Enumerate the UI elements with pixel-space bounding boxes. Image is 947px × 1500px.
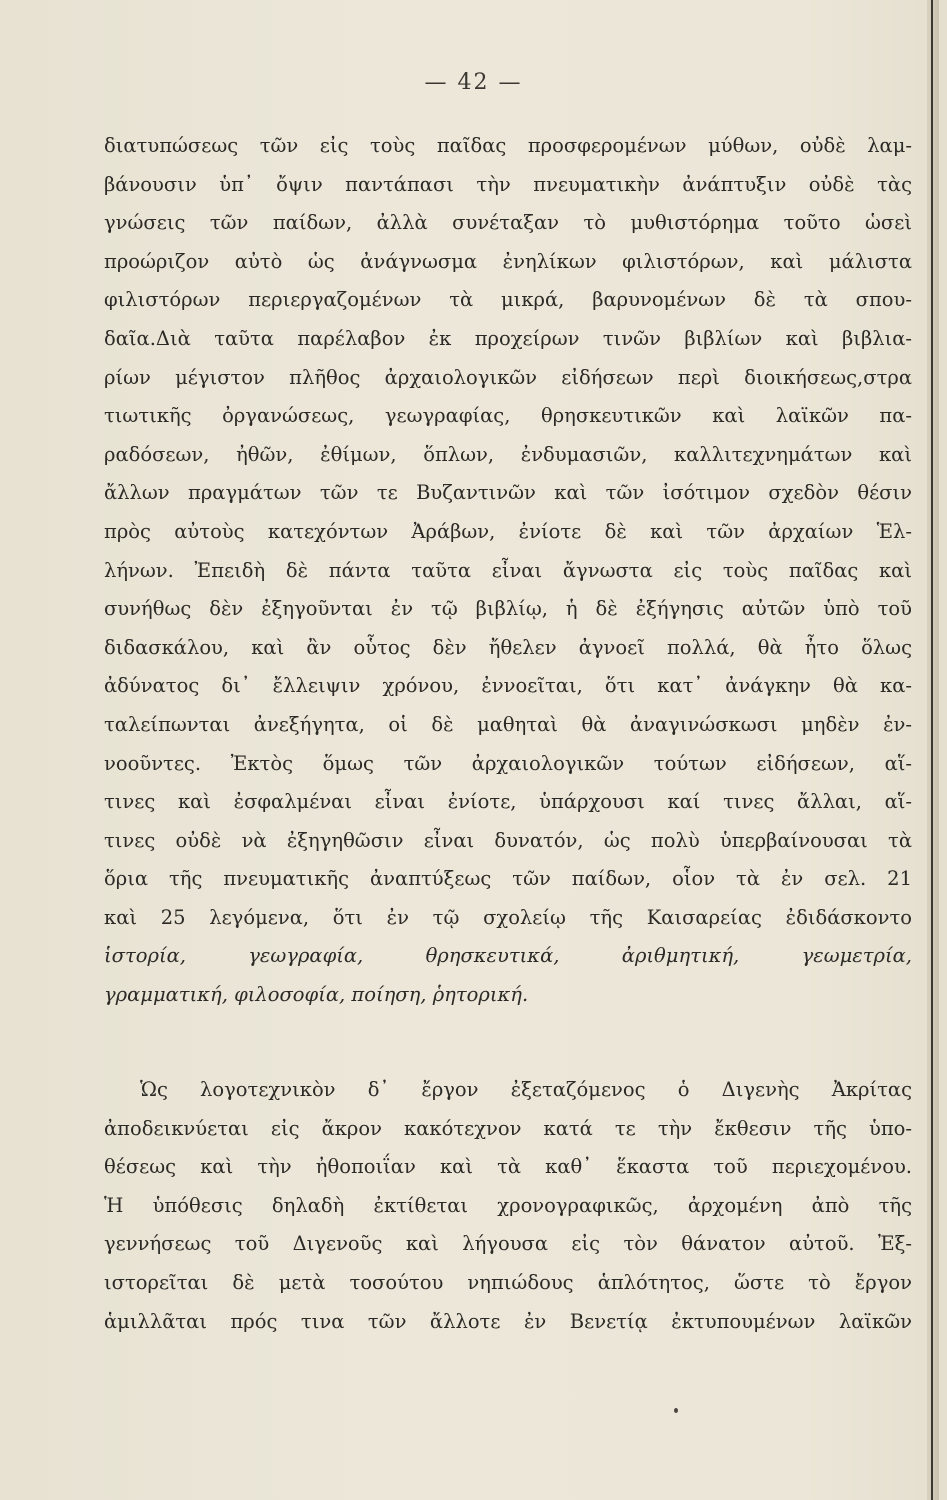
text-line: Ὡς λογοτεχνικὸν δ᾿ ἔργον ἐξεταζόμενος ὁ Διγενὴς Ἀκρίτας bbox=[140, 1078, 912, 1101]
ink-speck bbox=[674, 1408, 678, 1413]
page-edge-shadow bbox=[927, 0, 939, 1500]
page-number: — 42 — bbox=[424, 70, 523, 95]
italic-subject-line: γραμματική, φιλοσοφία, ποίηση, ῥητορική. bbox=[104, 983, 529, 1007]
paragraph-1 bbox=[104, 127, 912, 1015]
text-line: ἀδύνατος δι᾿ ἔλλειψιν χρόνου, ἐννοεῖται, ὅτι κατ᾿ ἀνάγκην θὰ κα- bbox=[104, 674, 912, 698]
text-line: βάνουσιν ὑπ᾿ ὄψιν παντάπασι τὴν πνευματικὴν ἀνάπτυξιν οὐδὲ τὰς bbox=[104, 172, 912, 196]
text-line: ὅρια τῆς πνευματικῆς ἀναπτύξεως τῶν παίδων, οἷον τὰ ἐν σελ. 21 bbox=[104, 867, 912, 891]
text-line: γεννήσεως τοῦ Διγενοῦς καὶ λήγουσα εἰς τὸν θάνατον αὐτοῦ. Ἐξ- bbox=[104, 1232, 912, 1256]
text-line: ἀποδεικνύεται εἰς ἄκρον κακότεχνον κατά τε τὴν ἔκθεσιν τῆς ὑπο- bbox=[104, 1116, 912, 1140]
text-line: ἄλλων πραγμάτων τῶν τε Βυζαντινῶν καὶ τῶν ἰσότιμον σχεδὸν θέσιν bbox=[104, 481, 912, 505]
text-line: ραδόσεων, ἠθῶν, ἐθίμων, ὅπλων, ἐνδυμασιῶν, καλλιτεχνημάτων καὶ bbox=[104, 442, 912, 466]
text-line: ταλείπωνται ἀνεξήγητα, οἱ δὲ μαθηταὶ θὰ ἀναγινώσκωσι μηδὲν ἐν- bbox=[104, 712, 912, 736]
text-line: δαῖα.Διὰ ταῦτα παρέλαβον ἐκ προχείρων τινῶν βιβλίων καὶ βιβλια- bbox=[104, 326, 912, 350]
text-line: διατυπώσεως τῶν εἰς τοὺς παῖδας προσφερομένων μύθων, οὐδὲ λαμ- bbox=[104, 134, 912, 157]
text-line: Ἡ ὑπόθεσις δηλαδὴ ἐκτίθεται χρονογραφικῶς, ἀρχομένη ἀπὸ τῆς bbox=[104, 1193, 912, 1217]
text-line: ιστορεῖται δὲ μετὰ τοσούτου νηπιώδους ἁπλότητος, ὥστε τὸ ἔργον bbox=[104, 1270, 912, 1294]
text-line: νοοῦντες. Ἐκτὸς ὅμως τῶν ἀρχαιολογικῶν τούτων εἰδήσεων, αἵ- bbox=[104, 751, 912, 775]
page-edge-rule bbox=[931, 0, 933, 1500]
italic-subject-line: ἱστορία, γεωγραφία, θρησκευτικά, ἀριθμητική, γεωμετρία, bbox=[104, 944, 912, 968]
text-line: ρίων μέγιστον πλῆθος ἀρχαιολογικῶν εἰδήσεων περὶ διοικήσεως,στρα bbox=[104, 365, 912, 389]
text-line: τινες καὶ ἐσφαλμέναι εἶναι ἐνίοτε, ὑπάρχουσι καί τινες ἄλλαι, αἵ- bbox=[104, 790, 912, 814]
text-line: πρὸς αὐτοὺς κατεχόντων Ἀράβων, ἐνίοτε δὲ καὶ τῶν ἀρχαίων Ἑλ- bbox=[104, 519, 912, 543]
text-line: διδασκάλου, καὶ ἂν οὗτος δὲν ἤθελεν ἀγνοεῖ πολλά, θὰ ἦτο ὅλως bbox=[104, 635, 912, 659]
text-line: γνώσεις τῶν παίδων, ἀλλὰ συνέταξαν τὸ μυθιστόρημα τοῦτο ὡσεὶ bbox=[104, 211, 912, 235]
paragraph-2 bbox=[104, 1071, 912, 1341]
text-line: ἁμιλλᾶται πρός τινα τῶν ἄλλοτε ἐν Βενετίᾳ ἐκτυπουμένων λαϊκῶν bbox=[104, 1309, 912, 1333]
text-line: φιλιστόρων περιεργαζομένων τὰ μικρά, βαρυνομένων δὲ τὰ σπου- bbox=[104, 288, 912, 312]
text-line: λήνων. Ἐπειδὴ δὲ πάντα ταῦτα εἶναι ἄγνωστα εἰς τοὺς παῖδας καὶ bbox=[104, 558, 912, 582]
text-line: συνήθως δὲν ἐξηγοῦνται ἐν τῷ βιβλίῳ, ἡ δὲ ἐξήγησις αὐτῶν ὑπὸ τοῦ bbox=[104, 597, 912, 621]
text-line: πρoώριζον αὐτὸ ὡς ἀνάγνωσμα ἐνηλίκων φιλιστόρων, καὶ μάλιστα bbox=[104, 249, 912, 273]
text-line: θέσεως καὶ τὴν ἠθοποιΐαν καὶ τὰ καθ᾿ ἕκαστα τοῦ περιεχομένου. bbox=[104, 1155, 912, 1179]
text-line: τινες οὐδὲ νὰ ἐξηγηθῶσιν εἶναι δυνατόν, ὡς πολὺ ὑπερβαίνουσαι τὰ bbox=[104, 828, 912, 852]
text-line: καὶ 25 λεγόμενα, ὅτι ἐν τῷ σχολείῳ τῆς Καισαρείας ἐδιδάσκοντο bbox=[104, 905, 912, 929]
text-line: τιωτικῆς ὀργανώσεως, γεωγραφίας, θρησκευτικῶν καὶ λαϊκῶν πα- bbox=[104, 404, 912, 428]
